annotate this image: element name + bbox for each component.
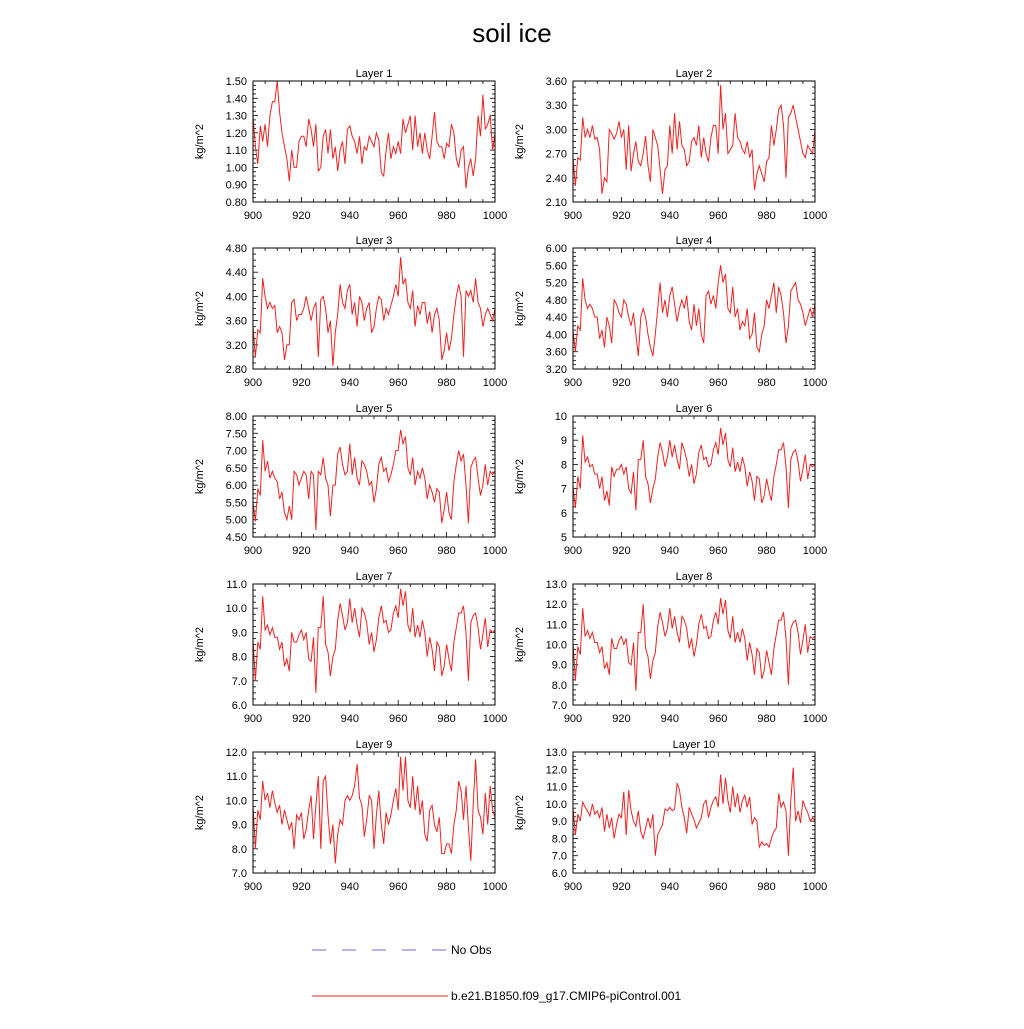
page-title: soil ice — [472, 18, 552, 48]
layer-6-ytick-label: 5 — [560, 532, 567, 544]
layer-3-ytick-label: 2.80 — [225, 364, 247, 376]
layer-9-series-line — [253, 757, 495, 864]
layer-2-ytick-label: 3.60 — [545, 76, 567, 88]
layer-6-xtick-label: 920 — [612, 545, 631, 557]
layer-2-series-line — [573, 85, 815, 194]
layer-4-ytick-label: 5.20 — [545, 277, 567, 290]
layer-5-xtick-label: 960 — [389, 545, 408, 557]
layer-6-plot-frame — [573, 416, 815, 537]
layer-2-panel — [514, 68, 827, 222]
layer-9-ytick-label: 8.0 — [231, 843, 247, 856]
layer-8-xtick-label: 1000 — [802, 713, 828, 725]
layer-6-ytick-label: 7 — [560, 483, 567, 496]
layer-6-xtick-label: 1000 — [802, 545, 828, 557]
layer-2-ytick-label: 3.00 — [545, 124, 567, 137]
layer-10-ytick-label: 13.0 — [545, 747, 567, 759]
layer-1-xtick-label: 1000 — [482, 210, 508, 222]
layer-2-xtick-label: 980 — [757, 210, 776, 222]
layer-2-title: Layer 2 — [675, 68, 713, 80]
layer-6-ytick-label: 8 — [560, 459, 567, 472]
layer-7-panel — [194, 571, 507, 725]
layer-4-xtick-label: 920 — [612, 377, 631, 389]
layer-7-plot-frame — [253, 584, 495, 705]
layer-6-title: Layer 6 — [675, 403, 713, 415]
layer-10-panel — [514, 739, 827, 893]
layer-8-xtick-label: 980 — [757, 713, 776, 725]
layer-10-xtick-label: 900 — [563, 881, 583, 893]
layer-7-xtick-label: 1000 — [482, 713, 508, 725]
layer-9-ytick-label: 10.0 — [225, 795, 247, 808]
layer-5-ytick-label: 6.50 — [225, 462, 247, 475]
layer-5-xtick-label: 980 — [437, 545, 456, 557]
layer-2-ylabel: kg/m^2 — [514, 123, 526, 160]
layer-1-ytick-label: 1.40 — [225, 93, 247, 106]
layer-6-ytick-label: 6 — [560, 507, 567, 520]
layer-3-ytick-label: 4.40 — [225, 267, 247, 280]
layer-7-xtick-label: 960 — [389, 713, 408, 725]
layer-9-ytick-label: 9.0 — [231, 819, 247, 832]
layer-2-ytick-label: 2.10 — [545, 197, 567, 209]
legend-item-no-obs — [312, 943, 492, 957]
layer-5-ylabel: kg/m^2 — [194, 458, 206, 495]
layer-5-series-line — [253, 430, 495, 530]
layer-1-ylabel: kg/m^2 — [194, 123, 206, 160]
layer-4-panel — [514, 235, 827, 389]
layer-10-ytick-label: 7.0 — [551, 850, 567, 863]
layer-7-ytick-label: 11.0 — [226, 579, 247, 591]
layer-3-xtick-label: 1000 — [482, 377, 508, 389]
layer-8-ytick-label: 10.0 — [545, 639, 567, 652]
layer-4-ytick-label: 4.80 — [545, 294, 567, 307]
legend-label-no-obs: No Obs — [451, 943, 492, 957]
layer-4-ytick-label: 5.60 — [545, 260, 567, 273]
layer-3-xtick-label: 900 — [243, 377, 263, 389]
layer-9-panel — [194, 739, 507, 893]
layer-3-ylabel: kg/m^2 — [194, 290, 206, 327]
layer-5-ytick-label: 4.50 — [225, 532, 247, 544]
layer-10-ytick-label: 9.0 — [551, 816, 567, 829]
layer-5-title: Layer 5 — [355, 403, 393, 415]
layer-4-xtick-label: 1000 — [802, 377, 828, 389]
layer-7-ytick-label: 6.0 — [231, 700, 247, 712]
layer-4-title: Layer 4 — [675, 235, 713, 247]
layer-3-xtick-label: 980 — [437, 377, 456, 389]
layer-10-xtick-label: 960 — [709, 881, 728, 893]
layer-3-ytick-label: 4.00 — [225, 291, 247, 304]
layer-7-ytick-label: 7.0 — [231, 675, 247, 688]
layer-4-ytick-label: 3.60 — [545, 346, 567, 359]
layer-1-ytick-label: 0.80 — [225, 197, 247, 209]
layer-1-ytick-label: 0.90 — [225, 179, 247, 192]
layer-10-plot-frame — [573, 752, 815, 873]
layer-1-ytick-label: 1.00 — [225, 162, 247, 175]
layer-7-title: Layer 7 — [355, 571, 393, 583]
layer-4-xtick-label: 900 — [563, 377, 583, 389]
layer-5-panel — [194, 403, 507, 557]
layer-1-title: Layer 1 — [355, 68, 393, 80]
layer-1-series-line — [253, 81, 495, 188]
layer-1-ytick-label: 1.20 — [225, 127, 247, 140]
legend-item-model — [312, 989, 681, 1003]
layer-3-panel — [194, 235, 507, 389]
layer-7-ytick-label: 10.0 — [225, 603, 247, 616]
layer-4-series-line — [573, 265, 815, 356]
layer-1-xtick-label: 980 — [437, 210, 456, 222]
layer-7-series-line — [253, 589, 495, 693]
layer-2-xtick-label: 920 — [612, 210, 631, 222]
legend-label-model: b.e21.B1850.f09_g17.CMIP6-piControl.001 — [451, 989, 682, 1003]
layer-3-title: Layer 3 — [355, 235, 393, 247]
layer-1-ytick-label: 1.30 — [225, 110, 247, 123]
layer-10-xtick-label: 920 — [612, 881, 631, 893]
layer-8-ytick-label: 13.0 — [545, 579, 567, 591]
layer-6-ytick-label: 9 — [560, 435, 567, 448]
layer-1-xtick-label: 920 — [292, 210, 311, 222]
layer-6-xtick-label: 900 — [563, 545, 583, 557]
layer-1-xtick-label: 940 — [340, 210, 359, 222]
layer-10-xtick-label: 940 — [660, 881, 679, 893]
layer-3-xtick-label: 960 — [389, 377, 408, 389]
layer-9-ytick-label: 12.0 — [225, 747, 247, 759]
layer-9-xtick-label: 980 — [437, 881, 456, 893]
layer-5-ytick-label: 6.00 — [225, 480, 247, 493]
layer-2-ytick-label: 2.70 — [545, 148, 567, 161]
layer-2-plot-frame — [573, 81, 815, 202]
layer-8-ytick-label: 9.0 — [551, 659, 567, 672]
layer-6-ytick-label: 10 — [554, 411, 567, 423]
layer-6-xtick-label: 980 — [757, 545, 776, 557]
layer-1-ytick-label: 1.50 — [225, 76, 247, 88]
layer-8-xtick-label: 940 — [660, 713, 679, 725]
layer-8-xtick-label: 960 — [709, 713, 728, 725]
layer-8-ytick-label: 7.0 — [551, 700, 567, 712]
layer-9-xtick-label: 960 — [389, 881, 408, 893]
layer-6-panel — [514, 403, 827, 557]
layer-5-plot-frame — [253, 416, 495, 537]
layer-6-xtick-label: 960 — [709, 545, 728, 557]
layer-1-xtick-label: 960 — [389, 210, 408, 222]
layer-5-xtick-label: 940 — [340, 545, 359, 557]
layer-10-xtick-label: 1000 — [802, 881, 828, 893]
layer-2-ytick-label: 3.30 — [545, 100, 567, 113]
layer-9-ytick-label: 7.0 — [231, 868, 247, 880]
layer-8-ytick-label: 11.0 — [546, 619, 567, 632]
layer-5-ytick-label: 5.00 — [225, 514, 247, 527]
layer-5-xtick-label: 1000 — [482, 545, 508, 557]
layer-8-ylabel: kg/m^2 — [514, 626, 526, 663]
layer-10-series-line — [573, 768, 815, 856]
panels-group — [194, 68, 827, 893]
layer-10-xtick-label: 980 — [757, 881, 776, 893]
layer-10-title: Layer 10 — [672, 739, 716, 751]
layer-1-panel — [194, 68, 507, 222]
layer-9-xtick-label: 900 — [243, 881, 263, 893]
layer-4-xtick-label: 980 — [757, 377, 776, 389]
layer-3-xtick-label: 940 — [340, 377, 359, 389]
layer-8-ytick-label: 8.0 — [551, 679, 567, 692]
layer-10-ytick-label: 11.0 — [546, 781, 567, 794]
layer-8-panel — [514, 571, 827, 725]
layer-4-ytick-label: 6.00 — [545, 243, 567, 255]
layer-7-ytick-label: 9.0 — [231, 627, 247, 640]
layer-2-xtick-label: 900 — [563, 210, 583, 222]
layer-8-xtick-label: 900 — [563, 713, 583, 725]
layer-10-ytick-label: 6.0 — [551, 868, 567, 880]
layer-8-ytick-label: 12.0 — [545, 599, 567, 612]
layer-2-ytick-label: 2.40 — [545, 172, 567, 185]
layer-4-xtick-label: 940 — [660, 377, 679, 389]
layer-7-ylabel: kg/m^2 — [194, 626, 206, 663]
layer-5-xtick-label: 920 — [292, 545, 311, 557]
layer-9-xtick-label: 940 — [340, 881, 359, 893]
layer-1-xtick-label: 900 — [243, 210, 263, 222]
layer-3-series-line — [253, 257, 495, 366]
layer-1-ytick-label: 1.10 — [225, 145, 247, 158]
layer-3-ytick-label: 4.80 — [225, 243, 247, 255]
layer-10-ytick-label: 10.0 — [545, 798, 567, 811]
layer-5-ytick-label: 7.50 — [225, 428, 247, 441]
layer-4-ytick-label: 3.20 — [545, 364, 567, 376]
layer-8-plot-frame — [573, 584, 815, 705]
layer-9-title: Layer 9 — [355, 739, 393, 751]
layer-4-xtick-label: 960 — [709, 377, 728, 389]
layer-9-ylabel: kg/m^2 — [194, 794, 206, 831]
layer-3-ytick-label: 3.60 — [225, 315, 247, 328]
layer-5-ytick-label: 8.00 — [225, 411, 247, 423]
layer-8-title: Layer 8 — [675, 571, 713, 583]
layer-8-series-line — [573, 598, 815, 691]
layer-7-xtick-label: 940 — [340, 713, 359, 725]
layer-2-xtick-label: 960 — [709, 210, 728, 222]
layer-9-xtick-label: 920 — [292, 881, 311, 893]
layer-3-xtick-label: 920 — [292, 377, 311, 389]
layer-6-series-line — [573, 428, 815, 510]
layer-8-xtick-label: 920 — [612, 713, 631, 725]
layer-10-ylabel: kg/m^2 — [514, 794, 526, 831]
layer-7-xtick-label: 900 — [243, 713, 263, 725]
layer-5-ytick-label: 7.00 — [225, 445, 247, 458]
layer-3-plot-frame — [253, 248, 495, 369]
layer-4-ytick-label: 4.40 — [545, 312, 567, 325]
layer-9-plot-frame — [253, 752, 495, 873]
legend — [312, 943, 681, 1003]
layer-2-xtick-label: 1000 — [802, 210, 828, 222]
layer-4-ytick-label: 4.00 — [545, 329, 567, 342]
layer-7-xtick-label: 980 — [437, 713, 456, 725]
layer-5-ytick-label: 5.50 — [225, 497, 247, 510]
layer-7-xtick-label: 920 — [292, 713, 311, 725]
layer-9-xtick-label: 1000 — [482, 881, 508, 893]
layer-5-xtick-label: 900 — [243, 545, 263, 557]
layer-10-ytick-label: 8.0 — [551, 833, 567, 846]
layer-7-ytick-label: 8.0 — [231, 651, 247, 664]
layer-2-xtick-label: 940 — [660, 210, 679, 222]
layer-9-ytick-label: 11.0 — [226, 771, 247, 784]
layer-6-ylabel: kg/m^2 — [514, 458, 526, 495]
layer-10-ytick-label: 12.0 — [545, 764, 567, 777]
layer-1-plot-frame — [253, 81, 495, 202]
layer-3-ytick-label: 3.20 — [225, 339, 247, 352]
layer-6-xtick-label: 940 — [660, 545, 679, 557]
layer-4-ylabel: kg/m^2 — [514, 290, 526, 327]
